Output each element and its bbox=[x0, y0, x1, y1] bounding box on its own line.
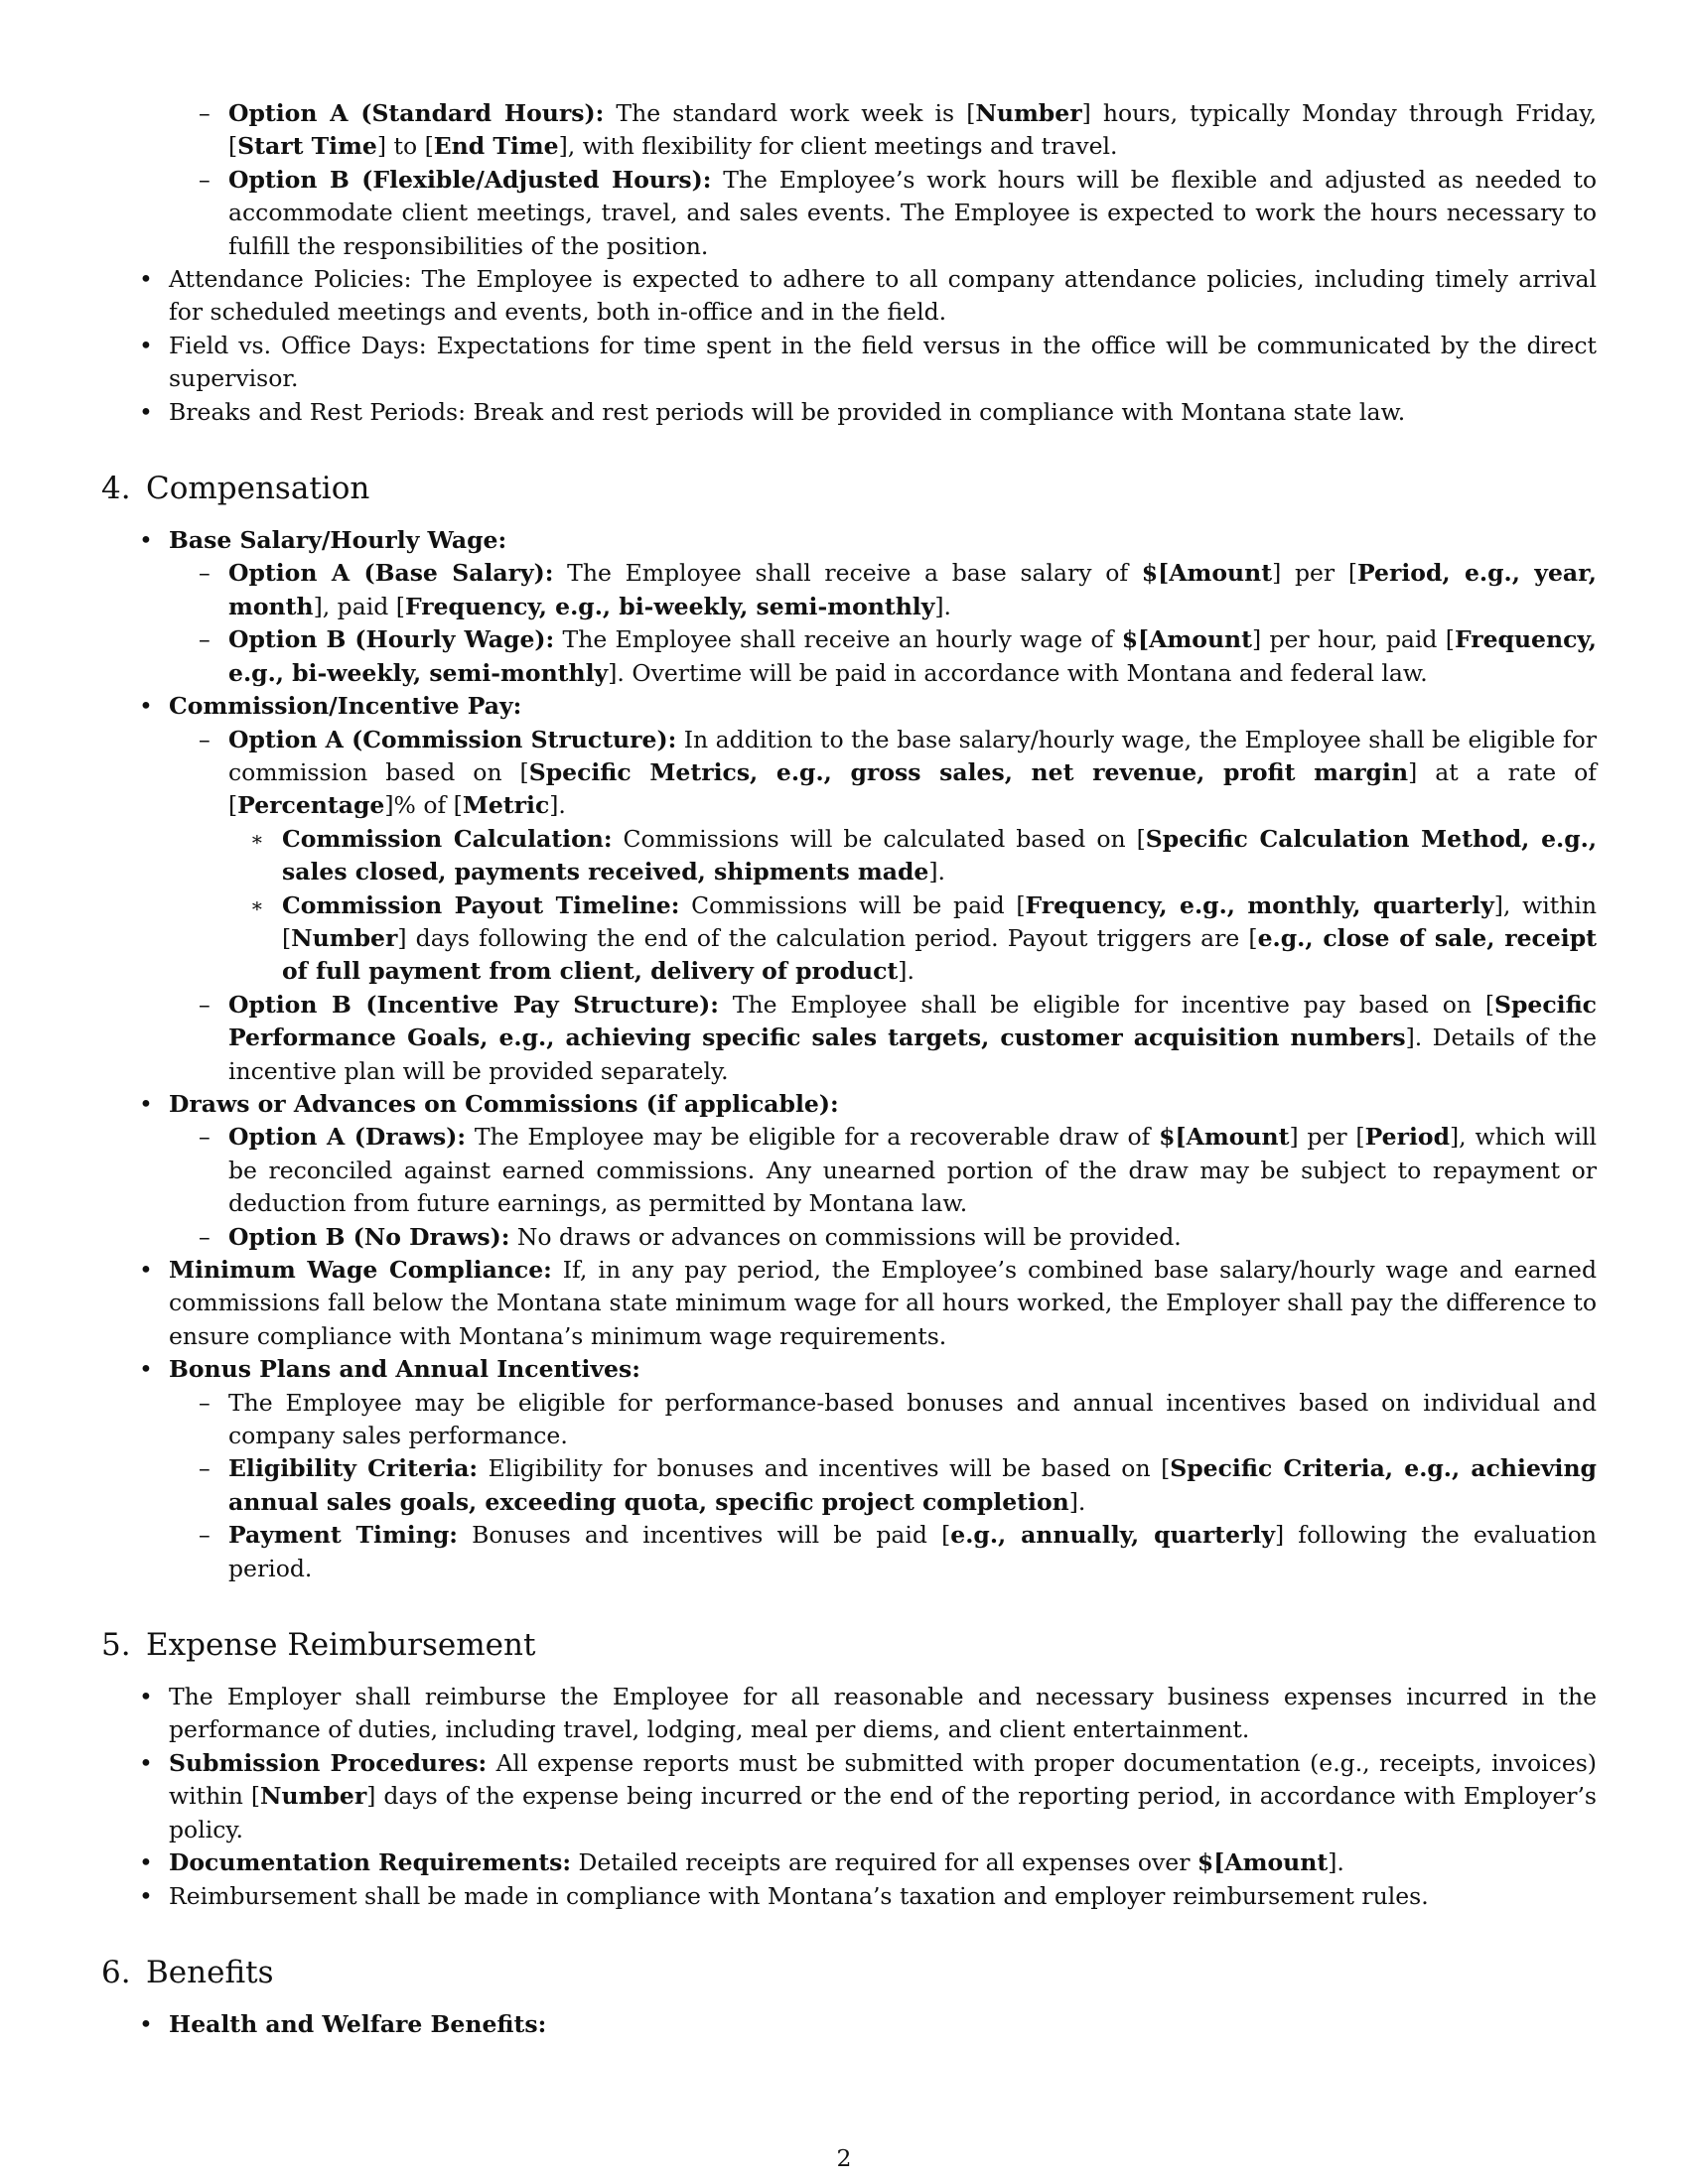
bonus-eligibility: – Eligibility Criteria: Eligibility for bonuses and incentives will be based on [Specific Criteria, e.g., achieving annual sales goals, exceeding quota, specific project completion]. bbox=[169, 1452, 1597, 1519]
section-heading-benefits: 6. Benefits bbox=[101, 1954, 274, 1990]
document-body bbox=[101, 97, 1597, 2041]
bonus-item: • Bonus Plans and Annual Incentives: – The Employee may be eligible for performance-based bonuses and annual incentives based on individual and company sales performance. – Eligibility Criteria: Eligibility for bonuses and incentives will be based on [Specific Criteria, e.g., achieving annual sales goals, exceeding quota, specific project completion]. – Payment Timing: Bonuses and incentives will be paid [e.g., annually, quarterly] following the evaluation period. bbox=[101, 1353, 1597, 1585]
benefits-list bbox=[101, 2008, 1597, 2041]
base-salary-option-a: – Option A (Base Salary): The Employee shall receive a base salary of $[Amount] per [Period, e.g., year, month], paid [Frequency, e.g., bi-weekly, semi-monthly]. bbox=[169, 557, 1597, 623]
hourly-wage-option-b: – Option B (Hourly Wage): The Employee shall receive an hourly wage of $[Amount] per hour, paid [Frequency, e.g., bi-weekly, semi-monthly]. Overtime will be paid in accordance with Montana and federal law. bbox=[169, 623, 1597, 690]
field-vs-office-days: • Field vs. Office Days: Expectations for time spent in the field versus in the office will be communicated by the direct supervisor. bbox=[101, 330, 1597, 396]
compensation-list bbox=[101, 524, 1597, 1585]
section-heading-expense-reimbursement: 5. Expense Reimbursement bbox=[101, 1627, 536, 1664]
commission-item: • Commission/Incentive Pay: – Option A (Commission Structure): In addition to the base salary/hourly wage, the Employee shall be eligible for commission based on [Specific Metrics, e.g., gross sales, net revenue, profit margin] at a rate of [Percentage]% of [Metric]. ∗ Commission Calculation: Commissions will be calculated based on [Specific Calculation Method, e.g., sales closed, payments received, shipments made]. ∗ Commission Payout Timeline: Commissions will be paid [Frequency, e.g., monthly, quarterly], within [Number] days following the end of the calculation period. Payout triggers are [e.g., close of sale, receipt of full payment from client, delivery of product]. – Option B (Incentive Pay Structure): The Employee shall be eligible for incentive pay based on [Specific Performance Goals, e.g., achieving specific sales targets, customer acquisition numbers]. Details of the incentive plan will be provided separately. bbox=[101, 690, 1597, 1088]
draws-option-a: – Option A (Draws): The Employee may be eligible for a recoverable draw of $[Amount] per [Period], which will be reconciled against earned commissions. Any unearned portion of the draw may be subject to repayment or deduction from future earnings, as permitted by Montana law. bbox=[169, 1121, 1597, 1220]
commission-calculation: ∗ Commission Calculation: Commissions will be calculated based on [Specific Calculation Method, e.g., sales closed, payments received, shipments made]. bbox=[228, 823, 1597, 889]
reimbursement-compliance: • Reimbursement shall be made in compliance with Montana’s taxation and employer reimbursement rules. bbox=[101, 1880, 1597, 1913]
expense-general: • The Employer shall reimburse the Employee for all reasonable and necessary business expenses incurred in the performance of duties, including travel, lodging, meal per diems, and client entertainment. bbox=[101, 1681, 1597, 1747]
section-heading-compensation: 4. Compensation bbox=[101, 471, 370, 507]
work-hours-policies bbox=[101, 263, 1597, 429]
minimum-wage-item: • Minimum Wage Compliance: If, in any pay period, the Employee’s combined base salary/hourly wage and earned commissions fall below the Montana state minimum wage for all hours worked, the Employer shall pay the difference to ensure compliance with Montana’s minimum wage requirements. bbox=[101, 1254, 1597, 1353]
page-number: 2 bbox=[836, 2144, 852, 2172]
expense-list bbox=[101, 1681, 1597, 1913]
documentation-requirements: • Documentation Requirements: Detailed receipts are required for all expenses over $[Amount]. bbox=[101, 1846, 1597, 1879]
work-hours-options bbox=[101, 97, 1597, 263]
incentive-option-b: – Option B (Incentive Pay Structure): The Employee shall be eligible for incentive pay based on [Specific Performance Goals, e.g., achieving specific sales targets, customer acquisition numbers]. Details of the incentive plan will be provided separately. bbox=[169, 989, 1597, 1088]
base-salary-item: • Base Salary/Hourly Wage: – Option A (Base Salary): The Employee shall receive a base salary of $[Amount] per [Period, e.g., year, month], paid [Frequency, e.g., bi-weekly, semi-monthly]. – Option B (Hourly Wage): The Employee shall receive an hourly wage of $[Amount] per hour, paid [Frequency, e.g., bi-weekly, semi-monthly]. Overtime will be paid in accordance with Montana and federal law. bbox=[101, 524, 1597, 690]
bonus-general: – The Employee may be eligible for performance-based bonuses and annual incentives based on individual and company sales performance. bbox=[169, 1387, 1597, 1453]
commission-payout-timeline: ∗ Commission Payout Timeline: Commissions will be paid [Frequency, e.g., monthly, quarterly], within [Number] days following the end of the calculation period. Payout triggers are [e.g., close of sale, receipt of full payment from client, delivery of product]. bbox=[228, 889, 1597, 989]
attendance-policies: • Attendance Policies: The Employee is expected to adhere to all company attendance policies, including timely arrival for scheduled meetings and events, both in-office and in the field. bbox=[101, 263, 1597, 330]
option-a-standard-hours: – Option A (Standard Hours): The standard work week is [Number] hours, typically Monday through Friday, [Start Time] to [End Time], with flexibility for client meetings and travel. bbox=[101, 97, 1597, 164]
commission-option-a: – Option A (Commission Structure): In addition to the base salary/hourly wage, the Employee shall be eligible for commission based on [Specific Metrics, e.g., gross sales, net revenue, profit margin] at a rate of [Percentage]% of [Metric]. ∗ Commission Calculation: Commissions will be calculated based on [Specific Calculation Method, e.g., sales closed, payments received, shipments made]. ∗ Commission Payout Timeline: Commissions will be paid [Frequency, e.g., monthly, quarterly], within [Number] days following the end of the calculation period. Payout triggers are [e.g., close of sale, receipt of full payment from client, delivery of product]. bbox=[169, 724, 1597, 989]
option-b-flexible-hours: – Option B (Flexible/Adjusted Hours): The Employee’s work hours will be flexible and adjusted as needed to accommodate client meetings, travel, and sales events. The Employee is expected to work the hours necessary to fulfill the responsibilities of the position. bbox=[101, 164, 1597, 263]
breaks-rest-periods: • Breaks and Rest Periods: Break and rest periods will be provided in compliance with Montana state law. bbox=[101, 396, 1597, 429]
draws-option-b: – Option B (No Draws): No draws or advances on commissions will be provided. bbox=[169, 1221, 1597, 1254]
draws-item: • Draws or Advances on Commissions (if applicable): – Option A (Draws): The Employee may be eligible for a recoverable draw of $[Amount] per [Period], which will be reconciled against earned commissions. Any unearned portion of the draw may be subject to repayment or deduction from future earnings, as permitted by Montana law. – Option B (No Draws): No draws or advances on commissions will be provided. bbox=[101, 1088, 1597, 1254]
submission-procedures: • Submission Procedures: All expense reports must be submitted with proper documentation (e.g., receipts, invoices) within [Number] days of the expense being incurred or the end of the reporting period, in accordance with Employer’s policy. bbox=[101, 1747, 1597, 1846]
bonus-payment-timing: – Payment Timing: Bonuses and incentives will be paid [e.g., annually, quarterly] following the evaluation period. bbox=[169, 1519, 1597, 1585]
health-welfare-benefits: • Health and Welfare Benefits: bbox=[101, 2008, 1597, 2041]
